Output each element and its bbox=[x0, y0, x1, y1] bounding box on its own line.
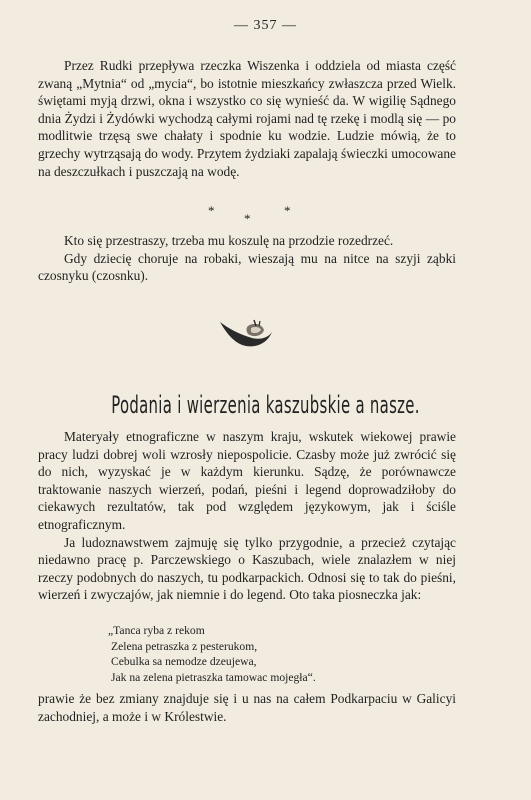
section-conclusion bbox=[38, 690, 456, 725]
verse-line: „Tanca ryba z rekom bbox=[108, 624, 205, 637]
asterism-star-middle: * bbox=[244, 211, 251, 226]
asterism-star-left: * bbox=[208, 203, 215, 218]
paragraph-materials: Materyały etnograficzne w naszym kraju, wskutek wiekowej prawie pracy ludzi dobrej woli wzrosły niepospolicie. Czasby może już zwrócić się do nich, wyzyskać je w każdym kierunku. Sądzę, że porównawcze traktowanie naszych wierzeń, podań, pieśni i legend doprowadziłoby do ciekawych rezultatów, tak pod względem językowym, jak i ściśle etnograficznym. bbox=[38, 429, 456, 532]
paragraph-wiszenka: Przez Rudki przepływa rzeczka Wiszenka i oddziela od miasta część zwaną „Mytnia“ od „mycia“, bo istotnie mieszkańcy zwłaszcza przed Wielk. świętami myją drzwi, okna i wszystko co się wynieść da. W wigilię Sądnego dnia Żydzi i Żydówki wychodzą całymi rojami nad tę rzekę i modlą się — po modlitwie trzęsą swe chałaty i spodnie ku wodzie. Ludzie mówią, że to grzechy wytrząsają do wody. Przytem żydziaki zapalają świeczki umocowane na deszczułkach i puszczają na wodę. bbox=[38, 58, 456, 179]
paragraph-podkarpacie: prawie że bez zmiany znajduje się i u nas na całem Podkarpaciu w Galicyi zachodniej, a może i w Królestwie. bbox=[38, 691, 456, 724]
verse-line: Zelena petraszka z pesterukom, bbox=[111, 639, 258, 653]
section-heading: Podania i wierzenia kaszubskie a nasze. bbox=[111, 391, 420, 419]
asterism-star-right: * bbox=[284, 203, 291, 218]
page-number: — 357 — bbox=[234, 18, 297, 33]
shell-ornament-icon bbox=[218, 318, 274, 355]
verse-line: Cebulka sa nemodze dzeujewa, bbox=[111, 655, 257, 669]
paragraph-worms: Gdy dziecię choruje na robaki, wieszają mu na nitce na szyji ząbki czosnyku (czosnku). bbox=[38, 250, 456, 284]
asterism-separator bbox=[200, 203, 300, 227]
paragraph-parczewski: Ja ludoznawstwem zajmuję się tylko przygodnie, a przecież czytając niedawno pracę p. Parczewskiego o Kaszubach, wiele znalazłem w niej rzeczy podobnych do naszych, tu podkarpackich. Odnosi się to tak do pieśni, wierzeń i zwyczajów, jak niemnie i do legend. Oto taka piosneczka jak: bbox=[38, 534, 456, 603]
song-verse bbox=[108, 623, 438, 685]
paragraph-fright: Kto się przestraszy, trzeba mu koszulę na przodzie rozedrzeć. bbox=[64, 233, 394, 248]
section-rudki bbox=[38, 57, 456, 180]
verse-line: Jak na zelena pietraszka tamowac mojegła“. bbox=[111, 670, 316, 684]
section-superstitions bbox=[38, 232, 456, 285]
section-kashubian bbox=[38, 428, 456, 604]
